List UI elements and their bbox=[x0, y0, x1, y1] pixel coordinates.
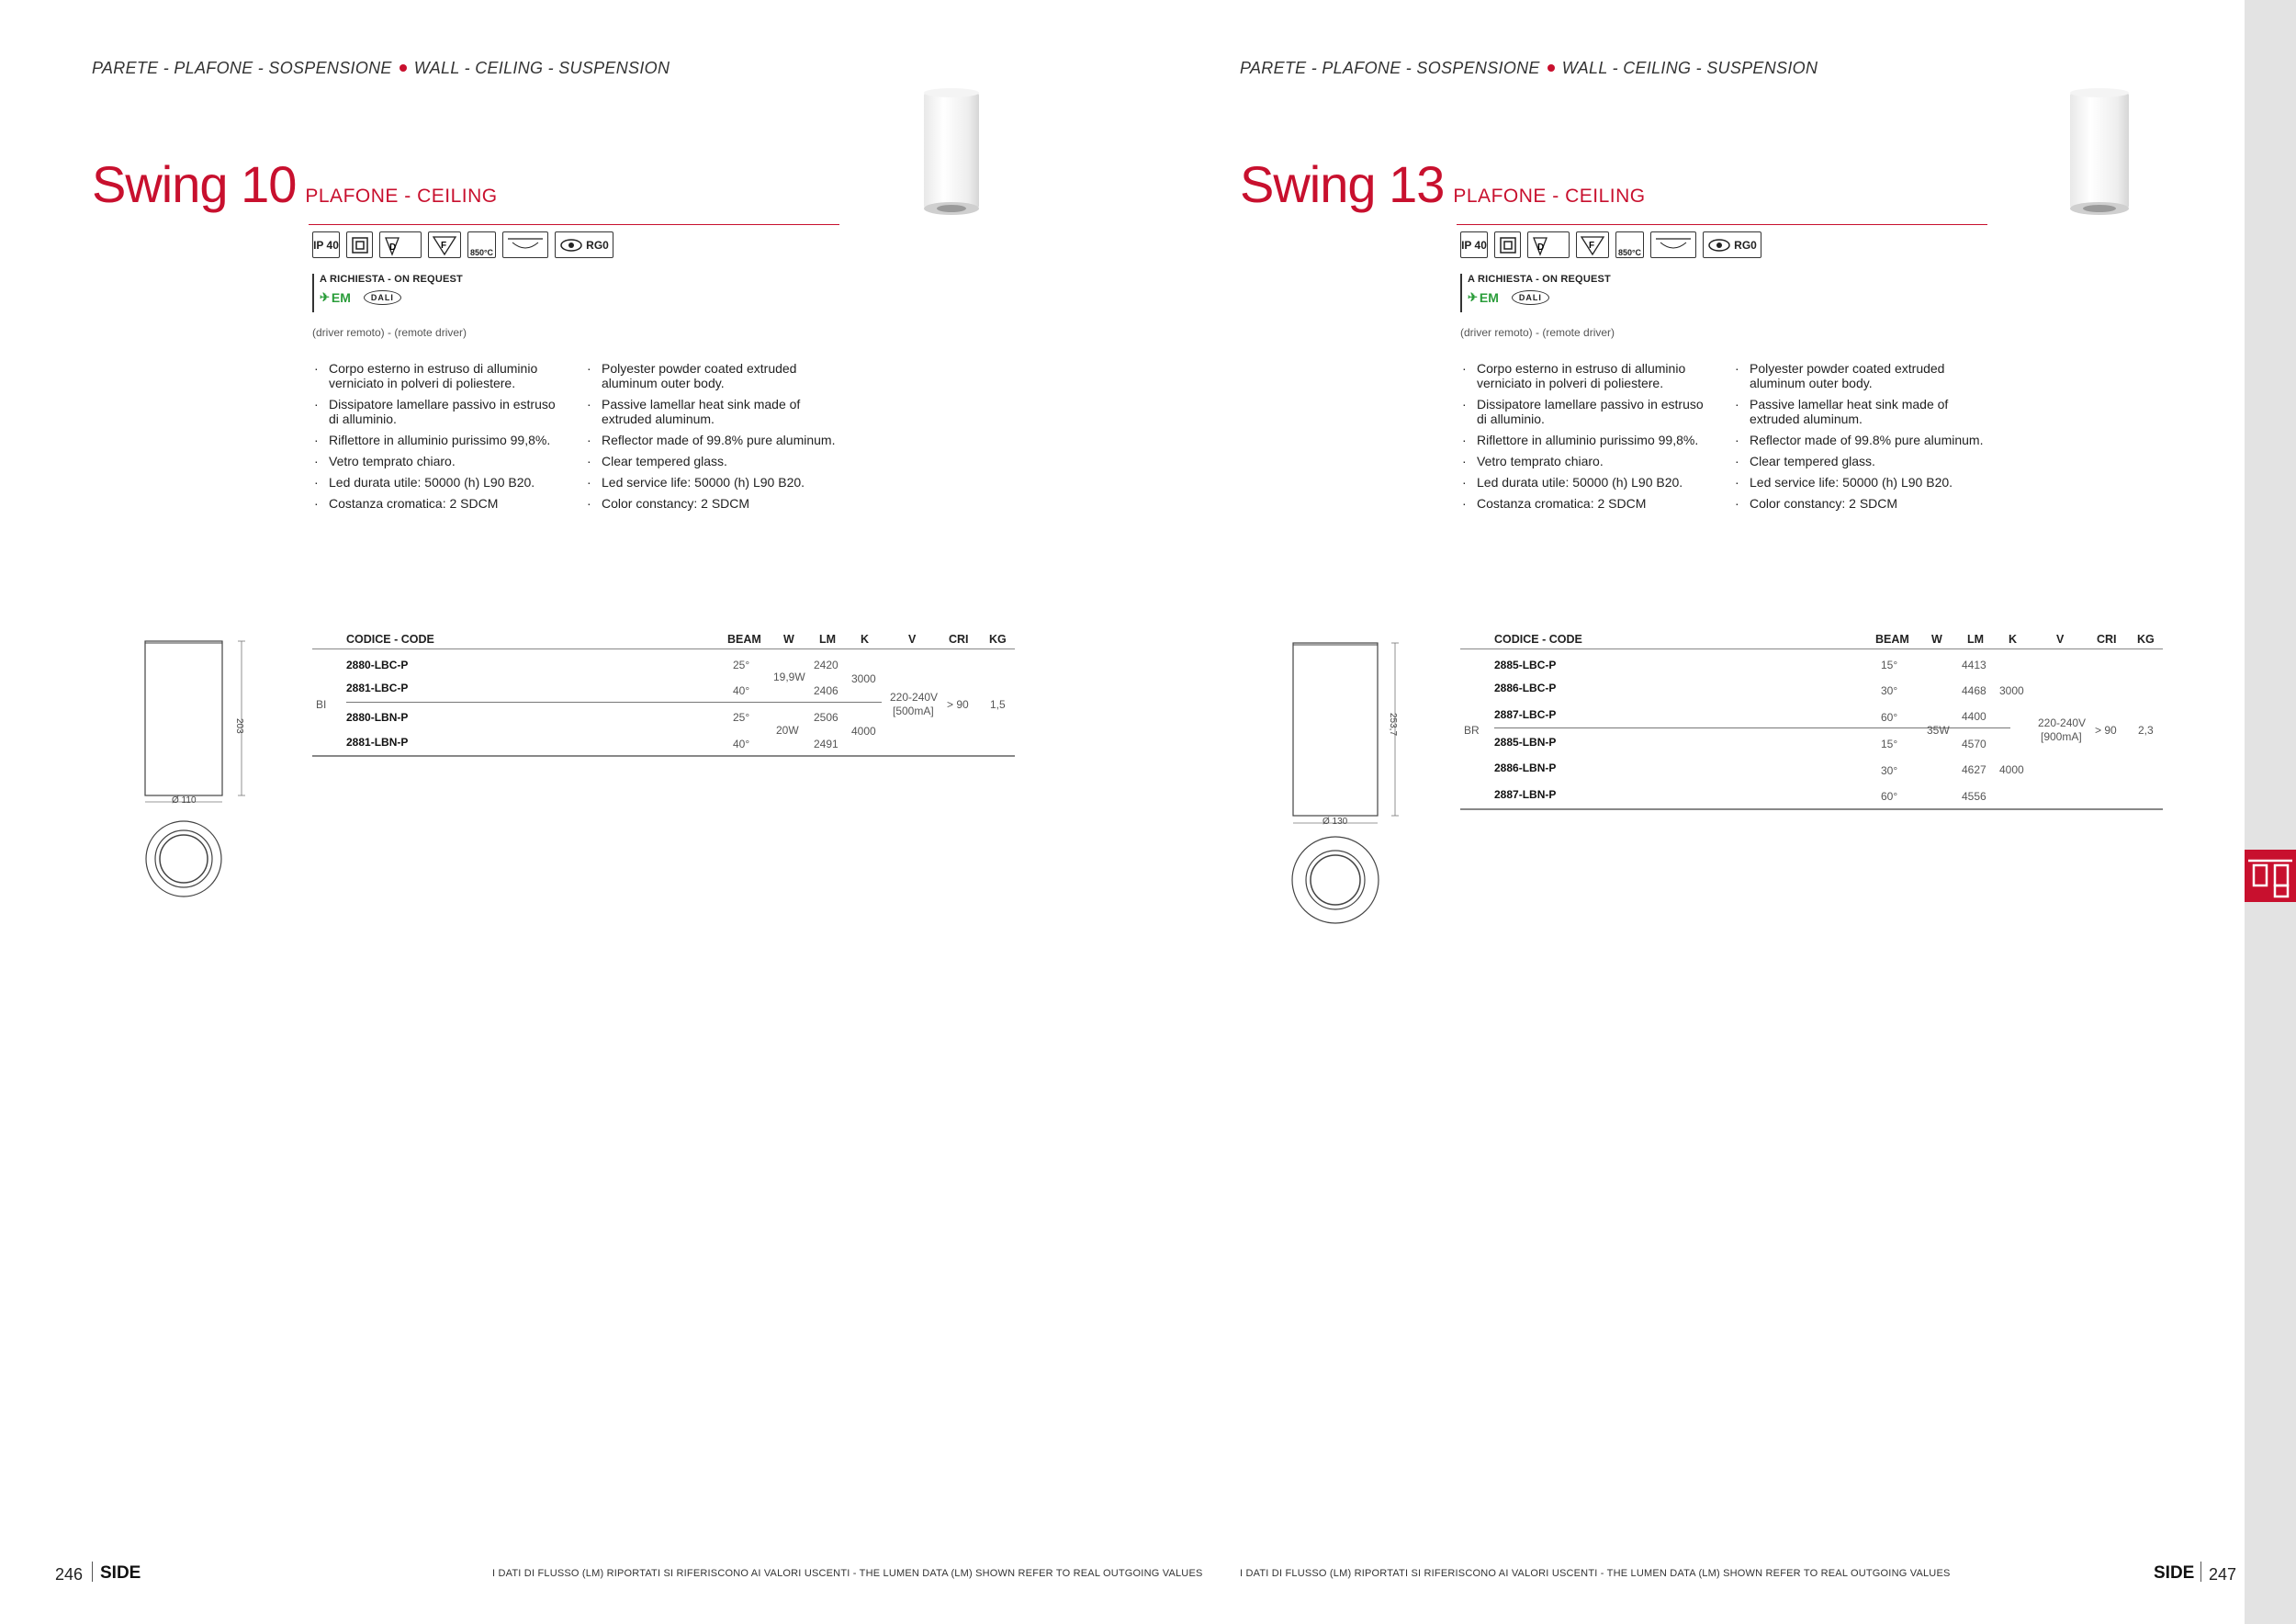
features-italian bbox=[312, 361, 560, 517]
col-kg: KG bbox=[2137, 633, 2155, 646]
svg-text:F: F bbox=[1589, 240, 1595, 251]
section-tab[interactable] bbox=[2245, 850, 2296, 902]
col-w: W bbox=[783, 633, 794, 646]
glow-wire-icon: 850°C bbox=[1615, 231, 1644, 258]
col-beam: BEAM bbox=[727, 633, 761, 646]
diameter-dimension: Ø 130 bbox=[1322, 817, 1348, 827]
category-en: WALL - CEILING - SUSPENSION bbox=[413, 59, 670, 77]
on-request-title: A RICHIESTA - ON REQUEST bbox=[1468, 274, 1611, 285]
technical-drawing bbox=[1286, 634, 1405, 928]
voltage: 220-240V bbox=[890, 691, 939, 704]
driver-note: (driver remoto) - (remote driver) bbox=[1460, 326, 1615, 339]
cct-group-1: 3000 bbox=[851, 672, 876, 685]
row-lm: 2506 bbox=[814, 711, 838, 724]
glow-wire-icon: 850°C bbox=[467, 231, 496, 258]
row-lm: 4570 bbox=[1962, 738, 1986, 750]
col-code: CODICE - CODE bbox=[1494, 633, 1582, 646]
page-number: 247 bbox=[2209, 1565, 2237, 1584]
col-lm: LM bbox=[1967, 633, 1985, 646]
row-beam: 60° bbox=[1881, 790, 1898, 803]
feature-item: · Clear tempered glass. bbox=[585, 454, 851, 468]
row-beam: 60° bbox=[1881, 711, 1898, 724]
row-beam: 30° bbox=[1881, 684, 1898, 697]
dali-icon: DALI bbox=[1512, 290, 1549, 305]
row-beam: 15° bbox=[1881, 738, 1898, 750]
on-request-block bbox=[312, 274, 463, 312]
svg-text:D: D bbox=[389, 242, 397, 253]
footer-note: I DATI DI FLUSSO (LM) RIPORTATI SI RIFERISCONO AI VALORI USCENTI - THE LUMEN DATA (LM) SHOWN REFER TO REAL OUTGOING VALUES bbox=[492, 1568, 1203, 1579]
product-photo bbox=[2068, 87, 2131, 218]
on-request-block bbox=[1460, 274, 1611, 312]
product-title bbox=[92, 154, 498, 214]
ip-rating-icon: IP 40 bbox=[1460, 231, 1488, 258]
feature-item: · Polyester powder coated extruded aluminum outer body. bbox=[585, 361, 851, 390]
table-bottom-rule bbox=[1460, 808, 2163, 810]
footer-separator bbox=[2200, 1562, 2201, 1582]
dimmable-icon bbox=[379, 231, 422, 258]
row-lm: 2420 bbox=[814, 659, 838, 671]
class-ii-icon bbox=[1494, 231, 1521, 258]
feature-item: · Riflettore in alluminio purissimo 99,8%. bbox=[312, 433, 560, 447]
adjustable-angle-icon bbox=[502, 231, 548, 258]
row-beam: 40° bbox=[733, 738, 750, 750]
feature-item: · Reflector made of 99.8% pure aluminum. bbox=[585, 433, 851, 447]
feature-item: · Color constancy: 2 SDCM bbox=[1733, 496, 1999, 511]
feature-item: · Vetro temprato chiaro. bbox=[1460, 454, 1708, 468]
product-subtitle: PLAFONE - CEILING bbox=[1453, 186, 1646, 207]
dali-icon: DALI bbox=[364, 290, 401, 305]
section-sidebar bbox=[2245, 0, 2296, 1624]
feature-item: · Costanza cromatica: 2 SDCM bbox=[312, 496, 560, 511]
col-code: CODICE - CODE bbox=[346, 633, 434, 646]
f-mark-icon bbox=[1576, 231, 1609, 258]
feature-item: · Polyester powder coated extruded aluminum outer body. bbox=[1733, 361, 1999, 390]
adjustable-angle-icon bbox=[1650, 231, 1696, 258]
category-en: WALL - CEILING - SUSPENSION bbox=[1561, 59, 1818, 77]
feature-item: · Led service life: 50000 (h) L90 B20. bbox=[1733, 475, 1999, 490]
technical-drawing bbox=[138, 634, 257, 909]
product-subtitle: PLAFONE - CEILING bbox=[305, 186, 498, 207]
height-dimension: 253,7 bbox=[1388, 713, 1398, 737]
feature-item: · Dissipatore lamellare passivo in estruso di alluminio. bbox=[1460, 397, 1708, 426]
product-table bbox=[312, 632, 1015, 757]
row-beam: 30° bbox=[1881, 764, 1898, 777]
diameter-dimension: Ø 110 bbox=[172, 795, 197, 806]
row-code: 2885-LBC-P bbox=[1494, 659, 1557, 671]
finish-code: BI bbox=[316, 698, 327, 711]
bullet-dot bbox=[400, 64, 407, 72]
table-header bbox=[312, 632, 1015, 649]
weight-value: 2,3 bbox=[2138, 724, 2154, 737]
feature-item: · Vetro temprato chiaro. bbox=[312, 454, 560, 468]
weight-value: 1,5 bbox=[990, 698, 1006, 711]
row-code: 2886-LBC-P bbox=[1494, 682, 1557, 694]
col-beam: BEAM bbox=[1875, 633, 1909, 646]
watt-group-2: 20W bbox=[776, 724, 799, 737]
row-beam: 40° bbox=[733, 684, 750, 697]
product-name: Swing 10 bbox=[92, 155, 297, 213]
row-lm: 4400 bbox=[1962, 710, 1986, 723]
cct-group-2: 4000 bbox=[1999, 763, 2024, 776]
cri-value: > 90 bbox=[2095, 724, 2117, 737]
cct-group-2: 4000 bbox=[851, 725, 876, 738]
cct-group-1: 3000 bbox=[1999, 684, 2024, 697]
row-code: 2885-LBN-P bbox=[1494, 736, 1557, 749]
row-separator bbox=[346, 702, 882, 703]
brand-name: SIDE bbox=[100, 1563, 141, 1583]
product-table bbox=[1460, 632, 2163, 810]
table-bottom-rule bbox=[312, 755, 1015, 757]
ceiling-section-icon bbox=[2245, 850, 2296, 902]
row-code: 2880-LBC-P bbox=[346, 659, 409, 671]
right-page bbox=[1148, 0, 2296, 1624]
col-cri: CRI bbox=[949, 633, 969, 646]
feature-item: · Led durata utile: 50000 (h) L90 B20. bbox=[1460, 475, 1708, 490]
row-code: 2881-LBN-P bbox=[346, 736, 409, 749]
row-beam: 25° bbox=[733, 711, 750, 724]
product-title bbox=[1240, 154, 1646, 214]
row-lm: 4413 bbox=[1962, 659, 1986, 671]
footer-note: I DATI DI FLUSSO (LM) RIPORTATI SI RIFERISCONO AI VALORI USCENTI - THE LUMEN DATA (LM) SHOWN REFER TO REAL OUTGOING VALUES bbox=[1240, 1568, 1951, 1579]
svg-text:F: F bbox=[441, 240, 447, 251]
row-beam: 25° bbox=[733, 659, 750, 671]
finish-code: BR bbox=[1464, 724, 1480, 737]
photobiological-risk-icon: RG0 bbox=[1703, 231, 1761, 258]
feature-item: · Dissipatore lamellare passivo in estruso di alluminio. bbox=[312, 397, 560, 426]
bullet-dot bbox=[1548, 64, 1555, 72]
col-w: W bbox=[1931, 633, 1942, 646]
feature-item: · Costanza cromatica: 2 SDCM bbox=[1460, 496, 1708, 511]
page-number: 246 bbox=[55, 1565, 84, 1584]
row-lm: 4627 bbox=[1962, 763, 1986, 776]
height-dimension: 203 bbox=[234, 718, 244, 734]
feature-item: · Corpo esterno in estruso di alluminio verniciato in polveri di poliestere. bbox=[312, 361, 560, 390]
category-it: PARETE - PLAFONE - SOSPENSIONE bbox=[92, 59, 392, 77]
row-lm: 4556 bbox=[1962, 790, 1986, 803]
col-lm: LM bbox=[819, 633, 837, 646]
col-cri: CRI bbox=[2097, 633, 2117, 646]
row-code: 2881-LBC-P bbox=[346, 682, 409, 694]
row-lm: 2406 bbox=[814, 684, 838, 697]
title-rule bbox=[309, 224, 839, 225]
svg-text:D: D bbox=[1537, 242, 1545, 253]
feature-item: · Passive lamellar heat sink made of extruded aluminum. bbox=[1733, 397, 1999, 426]
row-code: 2886-LBN-P bbox=[1494, 761, 1557, 774]
col-v: V bbox=[2056, 633, 2065, 646]
row-lm: 2491 bbox=[814, 738, 838, 750]
title-rule bbox=[1457, 224, 1987, 225]
voltage: 220-240V bbox=[2038, 716, 2087, 729]
cri-value: > 90 bbox=[947, 698, 969, 711]
photobiological-risk-icon: RG0 bbox=[555, 231, 613, 258]
current: [500mA] bbox=[893, 705, 934, 717]
ip-rating-icon: IP 40 bbox=[312, 231, 340, 258]
row-code: 2887-LBN-P bbox=[1494, 788, 1557, 801]
feature-item: · Corpo esterno in estruso di alluminio verniciato in polveri di poliestere. bbox=[1460, 361, 1708, 390]
row-code: 2880-LBN-P bbox=[346, 711, 409, 724]
f-mark-icon bbox=[428, 231, 461, 258]
row-code: 2887-LBC-P bbox=[1494, 708, 1557, 721]
class-ii-icon bbox=[346, 231, 373, 258]
emergency-icon: ✈ EM bbox=[1468, 290, 1499, 305]
col-v: V bbox=[908, 633, 917, 646]
feature-item: · Clear tempered glass. bbox=[1733, 454, 1999, 468]
category-it: PARETE - PLAFONE - SOSPENSIONE bbox=[1240, 59, 1540, 77]
row-lm: 4468 bbox=[1962, 684, 1986, 697]
row-beam: 15° bbox=[1881, 659, 1898, 671]
col-k: K bbox=[2009, 633, 2018, 646]
features-italian bbox=[1460, 361, 1708, 517]
product-name: Swing 13 bbox=[1240, 155, 1445, 213]
on-request-title: A RICHIESTA - ON REQUEST bbox=[320, 274, 463, 285]
feature-item: · Led service life: 50000 (h) L90 B20. bbox=[585, 475, 851, 490]
col-k: K bbox=[861, 633, 870, 646]
watt-group-1: 19,9W bbox=[773, 671, 805, 683]
current: [900mA] bbox=[2041, 730, 2082, 743]
watt-value: 35W bbox=[1927, 724, 1950, 737]
table-header bbox=[1460, 632, 2163, 649]
features-english bbox=[1733, 361, 1999, 517]
category-line bbox=[1240, 59, 1818, 78]
feature-item: · Reflector made of 99.8% pure aluminum. bbox=[1733, 433, 1999, 447]
feature-item: · Led durata utile: 50000 (h) L90 B20. bbox=[312, 475, 560, 490]
certification-icons bbox=[312, 231, 613, 258]
feature-item: · Passive lamellar heat sink made of extruded aluminum. bbox=[585, 397, 851, 426]
emergency-icon: ✈ EM bbox=[320, 290, 351, 305]
col-kg: KG bbox=[989, 633, 1007, 646]
certification-icons bbox=[1460, 231, 1761, 258]
driver-note: (driver remoto) - (remote driver) bbox=[312, 326, 467, 339]
brand-name: SIDE bbox=[2154, 1563, 2195, 1583]
features-english bbox=[585, 361, 851, 517]
feature-item: · Color constancy: 2 SDCM bbox=[585, 496, 851, 511]
category-line bbox=[92, 59, 670, 78]
product-photo bbox=[921, 87, 982, 218]
feature-item: · Riflettore in alluminio purissimo 99,8%. bbox=[1460, 433, 1708, 447]
dimmable-icon bbox=[1527, 231, 1570, 258]
footer-separator bbox=[92, 1562, 93, 1582]
